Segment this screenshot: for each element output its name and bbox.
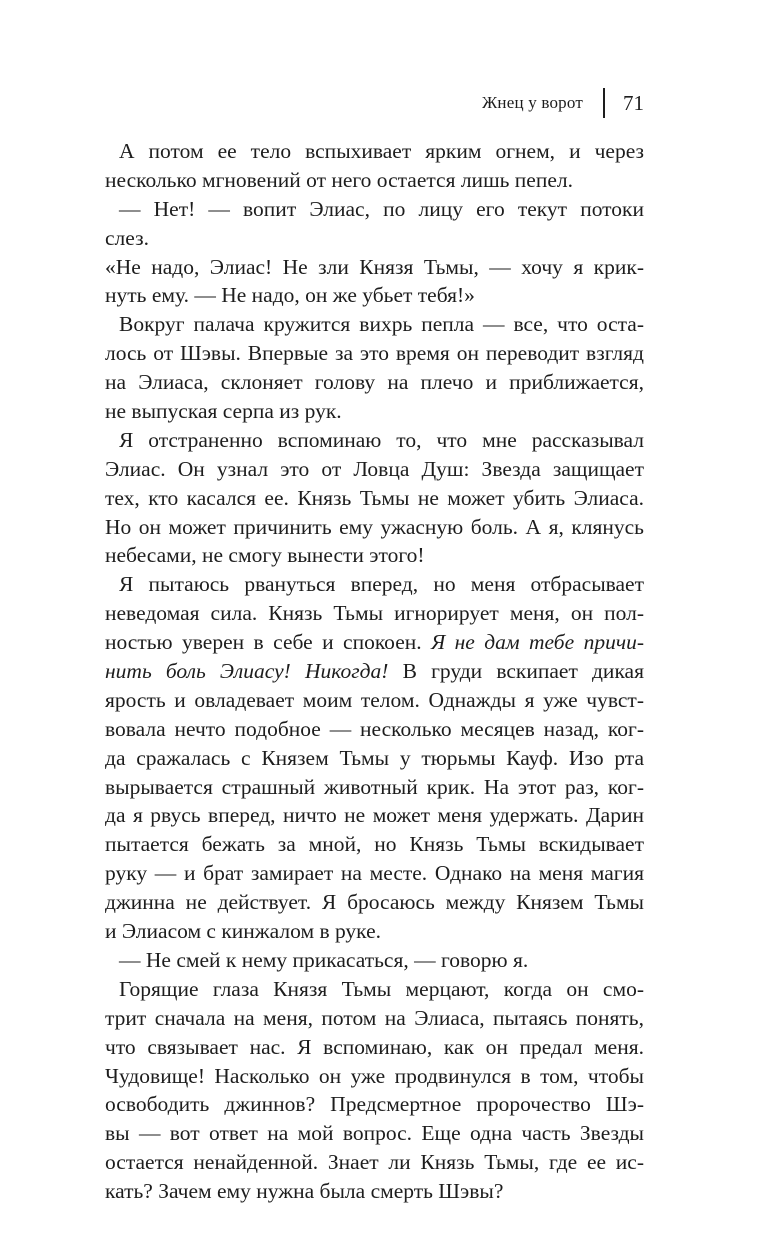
text-line: слез.: [105, 225, 149, 250]
text-line: руку — и брат замирает на месте. Однако на меня магия: [105, 861, 644, 886]
text-line: джинна не действует. Я бросаюсь между Князем Тьмы: [105, 890, 644, 915]
running-head: [482, 86, 644, 120]
text-line: — Нет! — вопит Элиас, по лицу его текут потоки: [119, 196, 644, 221]
italic-text: нить боль Элиасу! Никогда!: [105, 659, 389, 684]
text-line: Я отстраненно вспоминаю то, что мне рассказывал: [119, 427, 644, 452]
text-line: ярость и овладевает моим телом. Однажды я уже чувст-: [105, 687, 644, 712]
text-line: неведомая сила. Князь Тьмы игнорирует меня, он пол-: [105, 601, 644, 626]
text-line: Чудовище! Насколько он уже продвинулся в том, чтобы: [105, 1063, 644, 1088]
text-line: на Элиаса, склоняет голову на плечо и приближается,: [105, 370, 644, 395]
body-text: [105, 137, 644, 1206]
text-line: «Не надо, Элиас! Не зли Князя Тьмы, — хочу я крик-: [105, 254, 644, 279]
text-line: — Не смей к нему прикасаться, — говорю я.: [119, 947, 529, 972]
text-line: вырывается страшный животный крик. На этот раз, ког-: [105, 774, 644, 799]
text-line: да я рвусь вперед, ничто не может меня удержать. Дарин: [105, 803, 644, 828]
text-line: небесами, не смогу вынести этого!: [105, 543, 425, 568]
running-title: Жнец у ворот: [482, 93, 583, 112]
text-line: что связывает нас. Я вспоминаю, как он предал меня.: [105, 1034, 644, 1059]
text-line: и Элиасом с кинжалом в руке.: [105, 919, 382, 944]
text-line: не выпуская серпа из рук.: [105, 399, 342, 424]
text-line: пытается бежать за мной, но Князь Тьмы вскидывает: [105, 832, 644, 857]
text-line: нуть ему. — Не надо, он же убьет тебя!»: [105, 283, 475, 308]
text-line: А потом ее тело вспыхивает ярким огнем, и через: [119, 139, 644, 163]
text-line: вовала нечто подобное — несколько месяцев назад, ког-: [105, 716, 644, 741]
text-line: да сражалась с Князем Тьмы у тюрьмы Кауф. Изо рта: [105, 745, 644, 770]
page-number: 71: [623, 90, 644, 115]
text-line: [105, 657, 644, 686]
text-line: несколько мгновений от него остается лишь пепел.: [105, 167, 574, 192]
italic-text: Я не дам тебе причи-: [431, 630, 645, 655]
text-line: Вокруг палача кружится вихрь пепла — все, что оста-: [119, 312, 644, 337]
text-segment: В груди вскипает дикая: [402, 659, 644, 684]
text-line: кать? Зачем ему нужна была смерть Шэвы?: [105, 1179, 504, 1204]
text-line: Элиас. Он узнал это от Ловца Душ: Звезда защищает: [105, 456, 644, 481]
header-divider: [603, 88, 605, 118]
text-line: освободить джиннов? Предсмертное пророчество Шэ-: [105, 1092, 644, 1117]
text-line: лось от Шэвы. Впервые за это время он переводит взгляд: [105, 341, 644, 366]
text-line: тех, кто касался ее. Князь Тьмы не может убить Элиаса.: [105, 485, 644, 510]
text-line: трит сначала на меня, потом на Элиаса, пытаясь понять,: [105, 1005, 644, 1030]
text-line: Горящие глаза Князя Тьмы мерцают, когда он смо-: [119, 976, 644, 1001]
text-line: Но он может причинить ему ужасную боль. А я, клянусь: [105, 514, 644, 539]
text-line: вы — вот ответ на мой вопрос. Еще одна часть Звезды: [105, 1121, 644, 1146]
text-segment: ностью уверен в себе и спокоен.: [105, 630, 422, 655]
text-line: остается ненайденной. Знает ли Князь Тьмы, где ее ис-: [105, 1150, 644, 1175]
text-line: Я пытаюсь рвануться вперед, но меня отбрасывает: [119, 572, 644, 597]
text-line: [105, 628, 644, 657]
